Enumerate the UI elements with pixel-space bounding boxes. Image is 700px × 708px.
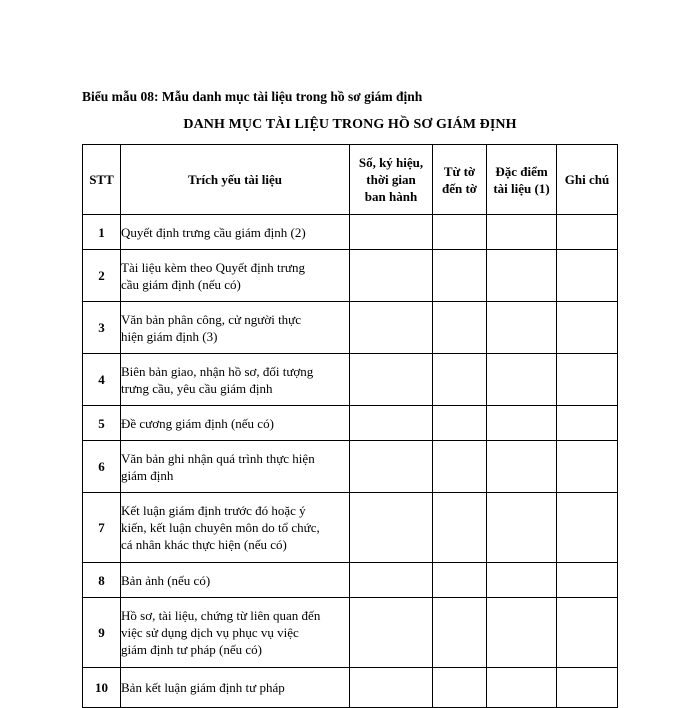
note-cell [557,563,618,598]
header-pages-line: đến tờ [441,180,477,196]
note-cell [557,493,618,563]
pages-cell [433,598,487,668]
number-date-cell [350,354,433,406]
number-date-cell [350,563,433,598]
row-number: 3 [83,302,121,354]
header-number-line: thời gian [366,172,416,187]
row-number: 2 [83,250,121,302]
header-features-line: tài liệu (1) [493,180,550,196]
pages-cell [433,441,487,493]
summary-line: Bản ảnh (nếu có) [121,572,211,588]
row-number: 7 [83,493,121,563]
table-row [83,441,618,493]
document-title: DANH MỤC TÀI LIỆU TRONG HỒ SƠ GIÁM ĐỊNH [183,117,517,132]
summary-line: hiện giám định (3) [121,328,218,344]
note-cell [557,250,618,302]
form-code-line: Biểu mẫu 08: Mẫu danh mục tài liệu trong hồ sơ giám định [82,89,423,104]
table-row [83,563,618,598]
summary-line: Quyết định trưng cầu giám định (2) [121,224,306,240]
header-pages [433,145,487,215]
pages-cell [433,668,487,708]
note-cell [557,668,618,708]
number-date-cell [350,215,433,250]
features-cell [487,441,557,493]
row-number: 4 [83,354,121,406]
summary-line: cầu giám định (nếu có) [121,276,241,292]
features-cell [487,354,557,406]
document-summary [121,493,350,563]
number-date-cell [350,302,433,354]
header-summary: Trích yếu tài liệu [121,145,350,215]
document-summary [121,563,350,598]
table-row [83,215,618,250]
document-summary [121,598,350,668]
number-date-cell [350,250,433,302]
features-cell [487,493,557,563]
features-cell [487,250,557,302]
features-cell [487,406,557,441]
table-row [83,406,618,441]
note-cell [557,598,618,668]
table-row [83,354,618,406]
header-number-line: Số, ký hiệu, [358,155,424,170]
row-number: 1 [83,215,121,250]
note-cell [557,406,618,441]
row-number: 8 [83,563,121,598]
summary-line: trưng cầu, yêu cầu giám định [121,380,273,396]
note-cell [557,302,618,354]
table-row [83,598,618,668]
summary-line: cá nhân khác thực hiện (nếu có) [121,537,287,552]
summary-line: Văn bản phân công, cử người thực [121,311,301,327]
summary-line: Đề cương giám định (nếu có) [121,415,274,431]
document-summary [121,250,350,302]
pages-cell [433,302,487,354]
pages-cell [433,563,487,598]
header-features-line: Đặc điểm [495,163,548,179]
features-cell [487,215,557,250]
table-header-row [83,145,618,215]
features-cell [487,302,557,354]
number-date-cell [350,668,433,708]
summary-line: Bản kết luận giám định tư pháp [121,680,285,695]
note-cell [557,354,618,406]
table-row [83,302,618,354]
summary-line: Hồ sơ, tài liệu, chứng từ liên quan đến [121,608,321,623]
row-number: 5 [83,406,121,441]
summary-line: Văn bản ghi nhận quá trình thực hiện [121,450,315,466]
note-cell [557,215,618,250]
header-note: Ghi chú [557,145,618,215]
number-date-cell [350,441,433,493]
header-stt: STT [83,145,121,215]
document-list-table [82,144,618,708]
document-summary [121,668,350,708]
features-cell [487,563,557,598]
table-row [83,668,618,708]
table-row [83,493,618,563]
summary-line: kiến, kết luận chuyên môn do tổ chức, [121,520,320,535]
document-summary [121,406,350,441]
summary-line: giám định [121,467,174,483]
document-summary [121,215,350,250]
document-summary [121,354,350,406]
features-cell [487,668,557,708]
summary-line: Tài liệu kèm theo Quyết định trưng [121,259,305,275]
summary-line: Biên bản giao, nhận hồ sơ, đối tượng [121,363,314,379]
summary-line: việc sử dụng dịch vụ phục vụ việc [121,625,299,640]
row-number: 9 [83,598,121,668]
number-date-cell [350,598,433,668]
table-row [83,250,618,302]
pages-cell [433,354,487,406]
note-cell [557,441,618,493]
summary-line: giám định tư pháp (nếu có) [121,642,262,657]
header-number-date [350,145,433,215]
document-summary [121,441,350,493]
number-date-cell [350,406,433,441]
summary-line: Kết luận giám định trước đó hoặc ý [121,503,306,518]
pages-cell [433,406,487,441]
header-number-line: ban hành [364,189,418,204]
document-summary [121,302,350,354]
header-pages-line: Từ tờ [443,163,476,179]
row-number: 6 [83,441,121,493]
number-date-cell [350,493,433,563]
pages-cell [433,215,487,250]
row-number: 10 [83,668,121,708]
pages-cell [433,493,487,563]
header-features [487,145,557,215]
features-cell [487,598,557,668]
pages-cell [433,250,487,302]
